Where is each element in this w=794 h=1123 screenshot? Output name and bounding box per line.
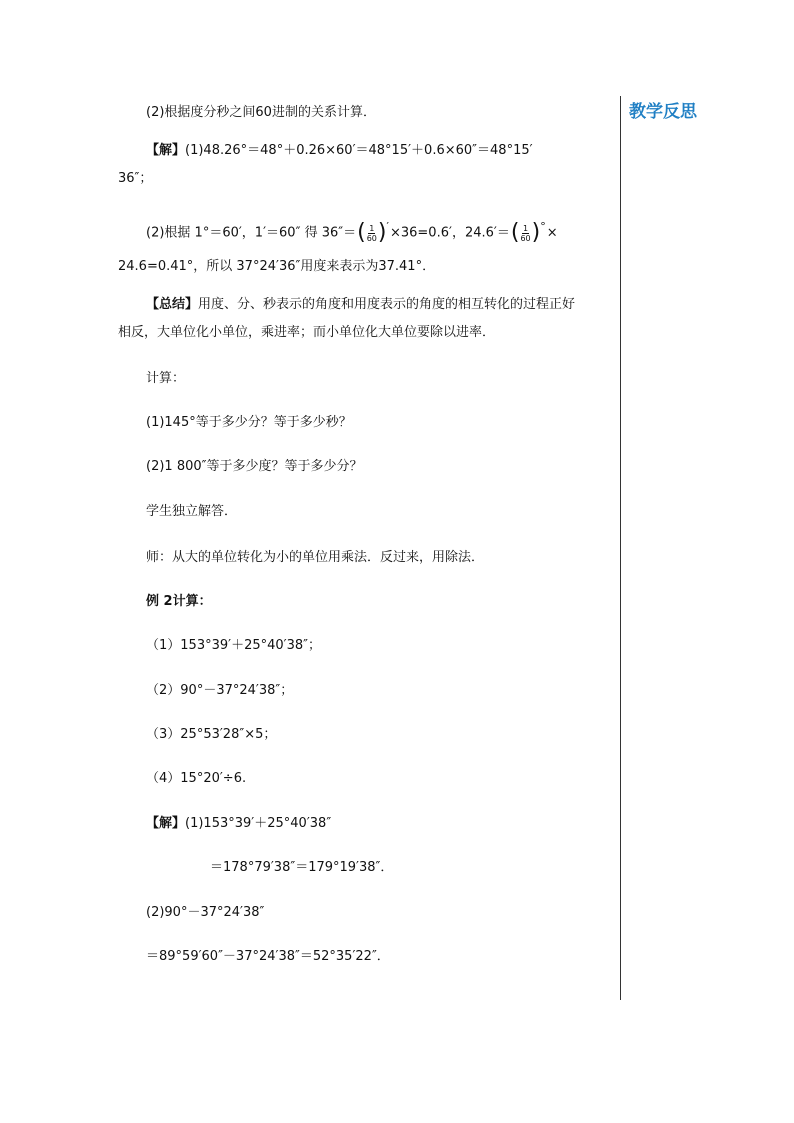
text-line-15: （2）90°－37°24′38″； (146, 683, 294, 698)
text-line-3: 36″； (118, 171, 153, 186)
summary-text: 用度、分、秒表示的角度和用度表示的角度的相互转化的过程正好 (198, 297, 576, 312)
fraction-denominator: 60 (520, 233, 531, 243)
degree-mark: ° (540, 220, 546, 233)
text-line-8: 计算： (146, 371, 186, 386)
summary-heading: 【总结】 (146, 297, 199, 312)
solution-text: (1)48.26°＝48°＋0.26×60′＝48°15′＋0.6×60″＝48°15′ (185, 143, 533, 158)
right-paren: ) (377, 220, 387, 245)
text-line-1: (2)根据度分秒之间60进制的关系计算． (146, 105, 376, 120)
text-line-4 (146, 222, 558, 244)
text-line-7: 相反，大单位化小单位，乘进率；而小单位化大单位要除以进率． (118, 325, 496, 340)
sidebar-title: 教学反思 (629, 102, 697, 122)
right-paren: ) (531, 220, 541, 245)
text-line-16: （3）25°53′28″×5； (146, 727, 277, 742)
text-line-9: (1)145°等于多少分？等于多少秒？ (146, 415, 352, 430)
vertical-divider (620, 96, 621, 1000)
fraction-expression (357, 222, 389, 244)
left-paren: ( (357, 220, 366, 245)
fraction-denominator: 60 (366, 233, 377, 243)
solution-heading-2: 【解】 (146, 816, 186, 831)
text-line-5: 24.6=0.41°，所以 37°24′36″用度来表示为37.41°． (118, 259, 436, 274)
fraction-numerator: 1 (522, 223, 529, 233)
text-segment: (2)根据 1°＝60′，1′＝60″ 得 36″＝ (146, 225, 357, 241)
solution-text-2: (1)153°39′＋25°40′38″ (185, 816, 332, 831)
text-line-11: 学生独立解答． (146, 504, 238, 519)
text-line-14: （1）153°39′＋25°40′38″； (146, 638, 322, 653)
solution-heading: 【解】 (146, 143, 186, 158)
prime-mark: ′ (386, 220, 389, 233)
fraction (520, 224, 530, 243)
fraction-expression (511, 222, 546, 244)
fraction (367, 224, 377, 243)
text-line-18 (146, 815, 331, 833)
example-heading: 例 2计算： (146, 594, 212, 609)
left-paren: ( (510, 220, 520, 245)
text-line-21: ＝89°59′60″－37°24′38″＝52°35′22″． (146, 949, 390, 964)
text-line-2 (146, 142, 533, 160)
text-line-6 (146, 296, 575, 314)
text-segment: × (546, 225, 558, 241)
text-line-10: (2)1 800″等于多少度？等于多少分？ (146, 459, 363, 474)
text-line-19: ＝178°79′38″＝179°19′38″． (210, 860, 394, 875)
fraction-numerator: 1 (369, 223, 375, 233)
text-line-17: （4）15°20′÷6. (146, 771, 247, 786)
text-line-20: (2)90°－37°24′38″ (146, 905, 265, 920)
text-line-12: 师：从大的单位转化为小的单位用乘法．反过来，用除法． (146, 550, 485, 565)
text-segment: ×36=0.6′，24.6′＝ (389, 225, 510, 241)
